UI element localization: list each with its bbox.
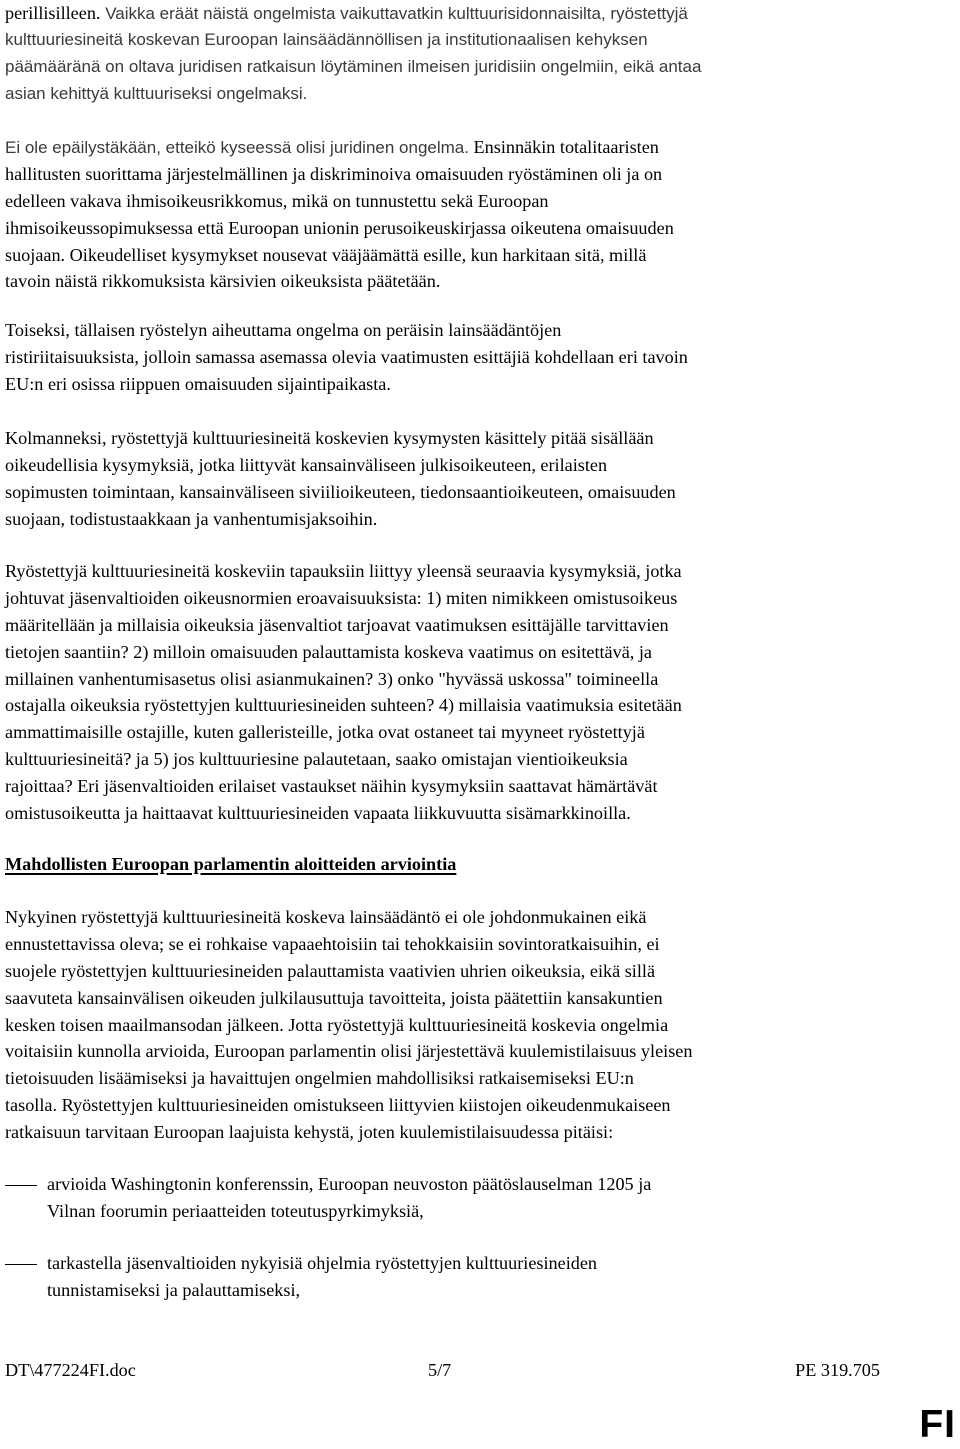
paragraph-1 [5,0,885,108]
paragraph-3 [5,317,885,398]
paragraph-line: Toiseksi, tällaisen ryöstelyn aiheuttama ongelma on peräisin lainsäädäntöjen [5,320,562,340]
paragraph-line: päämääränä on oltava juridisen ratkaisun löytäminen ilmeisen juridisiin ongelmiin, eikä antaa [5,56,702,76]
paragraph-2-line-1-rest: Ensinnäkin totalitaaristen [468,137,659,157]
list-item-text [47,1171,651,1225]
paragraph-line: asian kehittyä kulttuuriseksi ongelmaksi. [5,83,308,103]
dash-bullet-icon [5,1171,37,1198]
paragraph-line: voitaisiin kunnolla arvioida, Euroopan parlamentin olisi järjestettävä kuulemistilaisuus yleisen [5,1041,693,1062]
footer-doc-ref: DT\477224FI.doc [5,1360,136,1380]
language-badge: FI [919,1403,956,1446]
paragraph-line: oikeudellisia kysymyksiä, jotka liittyvät kansainväliseen julkisoikeuteen, erilaisten [5,454,608,475]
paragraph-line: ammattimaisille ostajille, kuten galleristeille, jotka ovat ostaneet tai myyneet ryöstettyjä [5,722,645,743]
list-item-line: Vilnan foorumin periaatteiden toteutuspyrkimyksiä, [47,1200,424,1221]
paragraph-line: sopimusten toimintaan, kansainväliseen siviilioikeuteen, tiedonsaantioikeuteen, omaisuuden [5,481,676,502]
paragraph-line: kulttuuriesineitä? ja 5) jos kulttuuriesine palautetaan, saako omistajan vientioikeuksia [5,749,628,770]
list-item-text [47,1250,597,1304]
list-item-line: tarkastella jäsenvaltioiden nykyisiä ohjelmia ryöstettyjen kulttuuriesineiden [47,1253,598,1273]
paragraph-line: ostajalla oikeuksia ryöstettyjen kulttuuriesineiden suhteen? 4) millaisia vaatimuksia esitetään [5,695,682,716]
paragraph-line: Nykyinen ryöstettyjä kulttuuriesineitä koskeva lainsäädäntö ei ole johdonmukainen eikä [5,907,647,927]
paragraph-2-lead: Ei ole epäilystäkään, etteikö kyseessä olisi juridinen ongelma. [5,138,469,157]
paragraph-line: Kolmanneksi, ryöstettyjä kulttuuriesineitä koskevien kysymysten käsittely pitää sisällään [5,428,654,448]
paragraph-line: tavoin näistä rikkomuksista kärsivien oikeuksista päätetään. [5,271,441,292]
paragraph-line: ennustettavissa oleva; se ei rohkaise vapaaehtoisiin tai tehokkaisiin sovintoratkaisuihin, ei [5,933,660,954]
paragraph-line: kesken toisen maailmansodan jälkeen. Jotta ryöstettyjä kulttuuriesineitä koskevia ongelmia [5,1014,669,1035]
paragraph-line: rajoittaa? Eri jäsenvaltioiden erilaiset vastaukset näihin kysymyksiin saattavat hämärtävät [5,776,658,797]
paragraph-line: kulttuuriesineitä koskevan Euroopan lainsäädännöllisen ja institutionaalisen kehyksen [5,29,648,49]
paragraph-4 [5,425,885,533]
section-heading-block [5,851,885,878]
paragraph-line: ratkaisuun tarvitaan Euroopan laajuista kehystä, joten kuulemistilaisuudessa pitäisi: [5,1122,614,1143]
paragraph-1-line-1-rest: Vaikka eräät näistä ongelmista vaikuttavatkin kulttuurisidonnaisilta, ryöstettyjä [100,4,688,23]
paragraph-line: Ryöstettyjä kulttuuriesineitä koskeviin tapauksiin liittyy yleensä seuraavia kysymyksiä, jotka [5,561,682,581]
paragraph-6 [5,904,885,1146]
section-heading: Mahdollisten Euroopan parlamentin aloitteiden arviointia [5,854,457,874]
dash-bullet-icon [5,1250,37,1277]
paragraph-line [5,0,885,27]
paragraph-line: EU:n eri osissa riippuen omaisuuden sijaintipaikasta. [5,373,391,394]
footer-page-number: 5/7 [428,1360,452,1380]
paragraph-line: hallitusten suorittama järjestelmällinen ja diskriminoiva omaisuuden ryöstäminen oli ja on [5,163,663,184]
paragraph-line: johtuvat jäsenvaltioiden oikeusnormien eroavaisuuksista: 1) miten nimikkeen omistusoikeus [5,587,678,608]
paragraph-line: määritellään ja millaisia oikeuksia jäsenvaltiot tarjoavat vaatimuksen esittäjälle tarvittavien [5,614,669,635]
paragraph-line: tietojen saantiin? 2) milloin omaisuuden palauttamista koskeva vaatimus on esitettävä, ja [5,641,653,662]
paragraph-line: tasolla. Ryöstettyjen kulttuuriesineiden omistukseen liittyvien kiistojen oikeudenmukaiseen [5,1095,671,1116]
paragraph-1-first-word: perillisilleen. [5,3,101,23]
paragraph-line: millainen vanhentumisasetus olisi asianmukainen? 3) onko "hyvässä uskossa" toimineella [5,668,659,689]
paragraph-line: suojaan, todistustaakkaan ja vanhentumisjaksoihin. [5,508,378,529]
paragraph-line: suojaan. Oikeudelliset kysymykset nousevat vääjäämättä esille, kun harkitaan sitä, millä [5,244,647,265]
paragraph-5 [5,558,885,827]
paragraph-line: saavuteta kansainvälisen oikeuden julkilausuttuja tavoitteita, joista päätettiin kansakuntien [5,987,663,1008]
list-item-line: tunnistamiseksi ja palauttamiseksi, [47,1279,301,1300]
list-item-line: arvioida Washingtonin konferenssin, Euroopan neuvoston päätöslauselman 1205 ja [47,1174,652,1194]
paragraph-line: ristiriitaisuuksista, jolloin samassa asemassa olevia vaatimusten esittäjiä kohdellaan eri tavoin [5,346,688,367]
paragraph-2 [5,134,885,295]
paragraph-line: suojele ryöstettyjen kulttuuriesineiden palauttamista vaativien uhrien oikeuksia, eikä sillä [5,960,656,981]
paragraph-line: omistusoikeutta ja haittaavat kulttuuriesineiden vapaata liikkuvuutta sisämarkkinoilla. [5,803,631,824]
paragraph-line: tietoisuuden lisäämiseksi ja havaittujen ongelmien mahdollisiksi ratkaisemiseksi EU:n [5,1068,634,1089]
paragraph-line: ihmisoikeussopimuksessa että Euroopan unionin perusoikeuskirjassa oikeutena omaisuuden [5,217,674,238]
page-footer [5,1357,880,1384]
paragraph-line [5,134,885,161]
footer-pe-ref: PE 319.705 [795,1360,880,1380]
paragraph-line: edelleen vakava ihmisoikeusrikkomus, mikä on tunnustettu sekä Euroopan [5,190,549,211]
